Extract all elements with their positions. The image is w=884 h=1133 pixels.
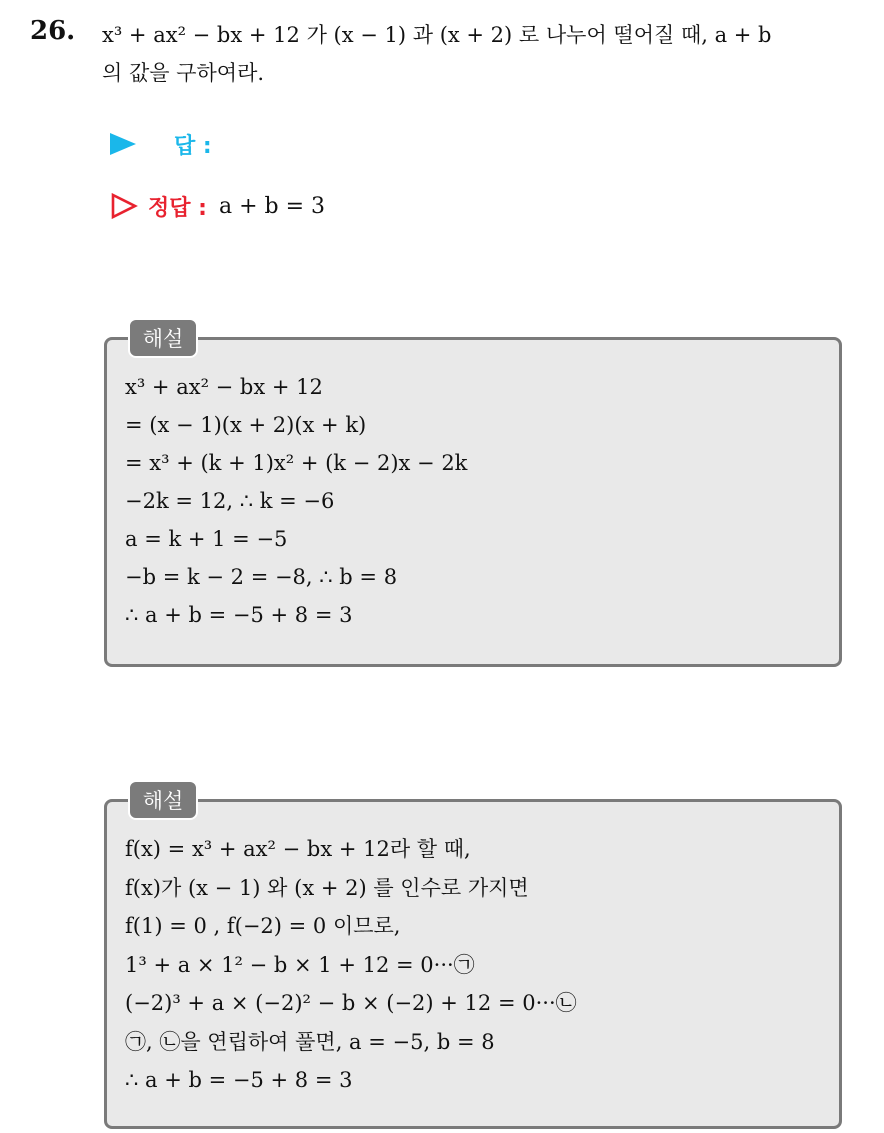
- solution-1-line: −b = k − 2 = −8, ∴ b = 8: [125, 565, 398, 589]
- solution-2-line: f(x)가 (x − 1) 와 (x + 2) 를 인수로 가지면: [125, 875, 529, 900]
- solution-1-line: x³ + ax² − bx + 12: [125, 375, 323, 399]
- solution-1-line: = x³ + (k + 1)x² + (k − 2)x − 2k: [125, 451, 468, 475]
- solution-2-line: f(x) = x³ + ax² − bx + 12라 할 때,: [125, 837, 471, 861]
- question-line-1: x³ + ax² − bx + 12 가 (x − 1) 과 (x + 2) 로 나누어 떨어질 때, a + b: [102, 23, 772, 47]
- solution-1-line: a = k + 1 = −5: [125, 527, 288, 551]
- outline-triangle-icon: [110, 193, 138, 219]
- correct-answer-row: [110, 186, 325, 226]
- solution-1-line: = (x − 1)(x + 2)(x + k): [125, 413, 367, 437]
- solution-1-lines: [125, 368, 467, 634]
- solution-2-lines: [125, 830, 577, 1100]
- solution-2-line: ㉠, ㉡을 연립하여 풀면, a = −5, b = 8: [125, 1029, 495, 1054]
- correct-answer-value: a + b = 3: [218, 193, 326, 219]
- filled-triangle-icon: [110, 133, 136, 155]
- answer-row: [110, 124, 212, 164]
- solution-box-1: [104, 337, 842, 667]
- solution-1-line: ∴ a + b = −5 + 8 = 3: [125, 603, 353, 627]
- question-text: [102, 16, 882, 92]
- solution-1-line: −2k = 12, ∴ k = −6: [125, 489, 335, 513]
- question-number: 26.: [30, 16, 76, 46]
- solution-1-tag: 해설: [128, 318, 198, 358]
- answer-label: 답 :: [174, 133, 212, 159]
- solution-2-line: 1³ + a × 1² − b × 1 + 12 = 0···㉠: [125, 952, 475, 977]
- solution-box-2: [104, 799, 842, 1129]
- question-line-2: 의 값을 구하여라.: [102, 61, 265, 85]
- correct-answer-label: 정답 :: [148, 195, 207, 221]
- solution-2-line: (−2)³ + a × (−2)² − b × (−2) + 12 = 0···㉡: [125, 991, 577, 1015]
- solution-2-line: f(1) = 0 , f(−2) = 0 이므로,: [125, 914, 401, 938]
- solution-2-tag: 해설: [128, 780, 198, 820]
- solution-2-line: ∴ a + b = −5 + 8 = 3: [125, 1068, 353, 1092]
